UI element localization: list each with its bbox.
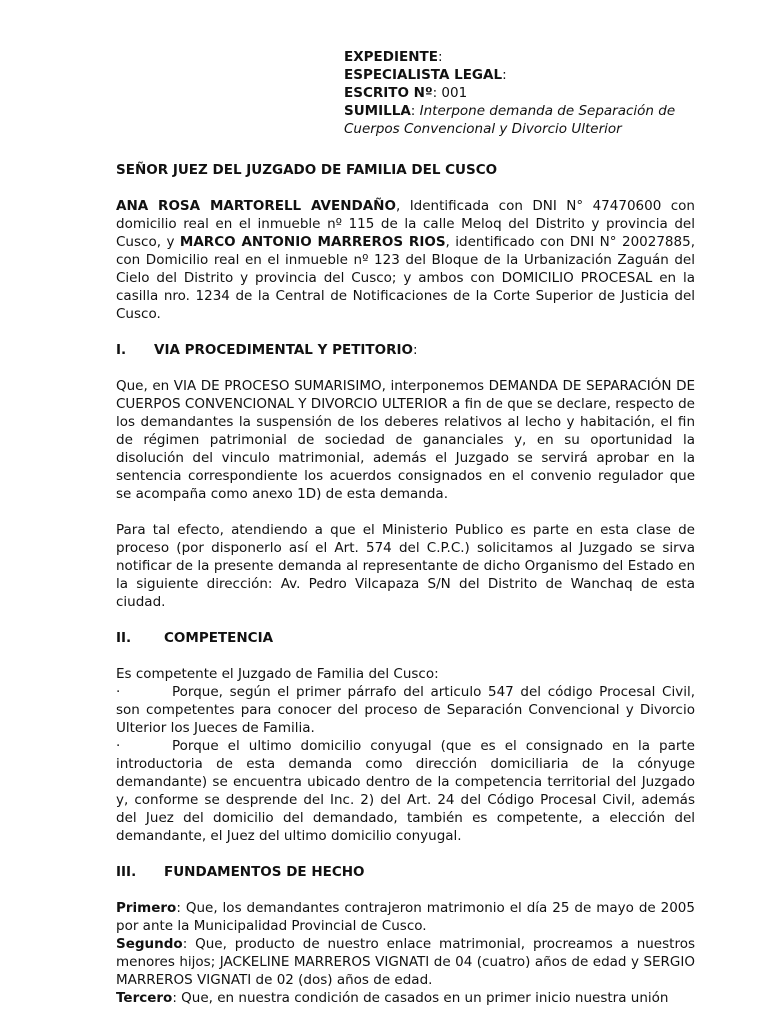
section-1-title: I. VIA PROCEDIMENTAL Y PETITORIO: <box>116 342 418 358</box>
addressee: SEÑOR JUEZ DEL JUZGADO DE FAMILIA DEL CUSCO <box>116 162 498 178</box>
section-3-title: III. FUNDAMENTOS DE HECHO <box>116 864 365 880</box>
section-2-intro: Es competente el Juzgado de Familia del Cusco: <box>116 666 439 682</box>
escrito-label: ESCRITO Nº <box>344 85 433 101</box>
section-1-paragraph-1: Que, en VIA DE PROCESO SUMARISIMO, interponemos DEMANDA DE SEPARACIÓN DE CUERPOS CONVENCIONAL Y DIVORCIO ULTERIOR a fin de que se declare, respecto de los demandantes la suspensión de los deberes relativos al lecho y habitación, el fin de régimen patrimonial de sociedad de gananciales y, en su oportunidad la disolución del vinculo matrimonial, además el Juzgado se servirá aprobar en la sentencia correspondiente los acuerdos consignados en el convenio regulador que se acompaña como anexo 1D) de esta demanda. <box>116 378 695 502</box>
tercero-paragraph: Tercero: Que, en nuestra condición de casados en un primer inicio nuestra unión <box>116 990 669 1006</box>
section-2-title: II. COMPETENCIA <box>116 630 274 646</box>
especialista-line: ESPECIALISTA LEGAL: <box>344 67 507 83</box>
sumilla-label: SUMILLA <box>344 103 411 119</box>
sumilla-line: SUMILLA: Interpone demanda de Separación de <box>344 103 676 119</box>
case-header <box>344 48 695 138</box>
section-2-bullet-1: · Porque, según el primer párrafo del articulo 547 del código Procesal Civil, son competentes para conocer del proceso de Separación Convencional y Divorcio Ulterior los Jueces de Familia. <box>116 684 695 736</box>
intro-paragraph: ANA ROSA MARTORELL AVENDAÑO, Identificada con DNI N° 47470600 con domicilio real en el inmueble nº 115 de la calle Meloq del Distrito y provincia del Cusco, y MARCO ANTONIO MARREROS RIOS, identificado con DNI N° 20027885, con Domicilio real en el inmueble nº 123 del Bloque de la Urbanización Zaguán del Cielo del Distrito y provincia del Cusco; y ambos con DOMICILIO PROCESAL en la casilla nro. 1234 de la Central de Notificaciones de la Corte Superior de Justicia del Cusco. <box>116 198 695 322</box>
sumilla-text-1: Interpone demanda de Separación de <box>419 103 676 119</box>
section-1-paragraph-2: Para tal efecto, atendiendo a que el Ministerio Publico es parte en esta clase de proceso (por disponerlo así el Art. 574 del C.P.C.) solicitamos al Juzgado se sirva notificar de la presente demanda al representante de dicho Organismo del Estado en la siguiente dirección: Av. Pedro Vilcapaza S/N del Distrito de Wanchaq de esta ciudad. <box>116 522 695 610</box>
primero-paragraph: Primero: Que, los demandantes contrajeron matrimonio el día 25 de mayo de 2005 por ante la Municipalidad Provincial de Cusco. <box>116 900 695 934</box>
section-2-bullet-2: · Porque el ultimo domicilio conyugal (que es el consignado en la parte introductoria de esta demanda como dirección domiciliaria de la cónyuge demandante) se encuentra ubicado dentro de la competencia territorial del Juzgado y, conforme se desprende del Inc. 2) del Art. 24 del Código Procesal Civil, además del Juez del domicilio del demandado, también es competente, a elección del demandante, el Juez del ultimo domicilio conyugal. <box>116 738 695 844</box>
expediente-line: EXPEDIENTE: <box>344 49 443 65</box>
especialista-label: ESPECIALISTA LEGAL <box>344 67 503 83</box>
sumilla-text-2: Cuerpos Convencional y Divorcio Ulterior <box>344 121 622 137</box>
plaintiff-name-2: MARCO ANTONIO MARREROS RIOS <box>179 234 446 250</box>
expediente-label: EXPEDIENTE <box>344 49 438 65</box>
escrito-value: 001 <box>441 85 468 101</box>
segundo-paragraph: Segundo: Que, producto de nuestro enlace matrimonial, procreamos a nuestros menores hijos; JACKELINE MARREROS VIGNATI de 04 (cuatro) años de edad y SERGIO MARREROS VIGNATI de 02 (dos) años de edad. <box>116 936 695 988</box>
escrito-line: ESCRITO Nº: 001 <box>344 85 468 101</box>
plaintiff-name-1: ANA ROSA MARTORELL AVENDAÑO <box>116 198 396 214</box>
